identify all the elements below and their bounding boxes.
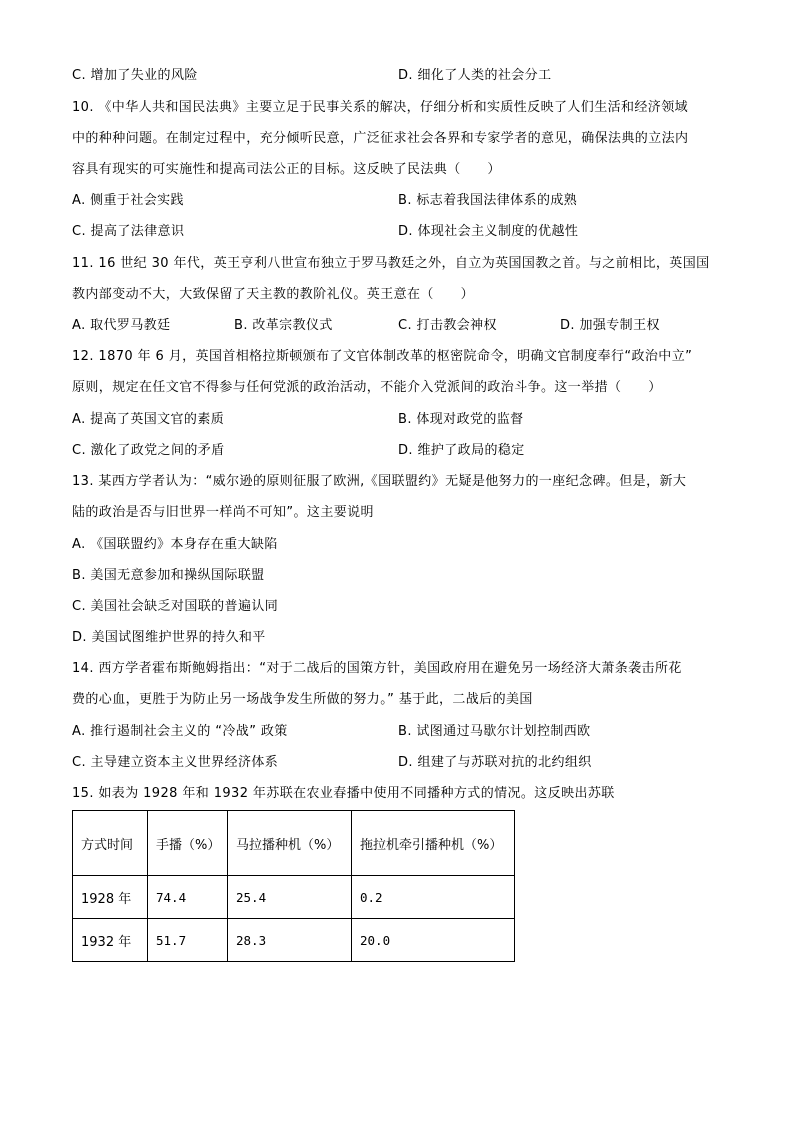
- table-header-cell: 手播（%）: [148, 811, 228, 876]
- q14-option-d: D. 组建了与苏联对抗的北约组织: [398, 755, 592, 770]
- q11-stem-line-1: 11. 16 世纪 30 年代，英王亨利八世宣布独立于罗马教廷之外，自立为英国国教之首。与之前相比，英国国: [72, 256, 710, 271]
- table-row: [73, 876, 515, 919]
- q13-option-a: A. 《国联盟约》本身存在重大缺陷: [72, 537, 278, 552]
- q12-stem-line-2: 原则，规定在任文官不得参与任何党派的政治活动，不能介入党派间的政治斗争。这一举措（ ）: [72, 380, 662, 395]
- q14-stem-line-1: 14. 西方学者霍布斯鲍姆指出：“对于二战后的国策方针，美国政府用在避免另一场经济大萧条袭击所花: [72, 661, 682, 676]
- table-cell: 74.4: [148, 876, 228, 919]
- table-header-row: [73, 811, 515, 876]
- sowing-methods-table: [72, 810, 515, 962]
- q14-option-b: B. 试图通过马歇尔计划控制西欧: [398, 724, 591, 739]
- q9-option-d: D. 细化了人类的社会分工: [398, 68, 552, 83]
- q10-stem-line-2: 中的种种问题。在制定过程中，充分倾听民意，广泛征求社会各界和专家学者的意见，确保法典的立法内: [72, 131, 689, 146]
- q11-option-c: C. 打击教会神权: [398, 318, 497, 333]
- q11-option-b: B. 改革宗教仪式: [234, 318, 333, 333]
- q14-option-c: C. 主导建立资本主义世界经济体系: [72, 755, 279, 770]
- q12-option-b: B. 体现对政党的监督: [398, 412, 524, 427]
- q10-option-b: B. 标志着我国法律体系的成熟: [398, 193, 578, 208]
- q9-option-c: C. 增加了失业的风险: [72, 68, 198, 83]
- table-header-cell: 方式时间: [73, 811, 148, 876]
- q15-stem-line-1: 15. 如表为 1928 年和 1932 年苏联在农业春播中使用不同播种方式的情况。这反映出苏联: [72, 786, 615, 801]
- table-cell: 51.7: [148, 919, 228, 962]
- table-cell: 25.4: [228, 876, 352, 919]
- q10-stem-line-1: 10. 《中华人共和国民法典》主要立足于民事关系的解决，仔细分析和实质性反映了人们生活和经济领域: [72, 100, 689, 115]
- q11-option-a: A. 取代罗马教廷: [72, 318, 171, 333]
- q12-stem-line-1: 12. 1870 年 6 月，英国首相格拉斯顿颁布了文官体制改革的枢密院命令，明确文官制度奉行“政治中立”: [72, 349, 693, 364]
- table-cell-year: 1932 年: [73, 919, 148, 962]
- q13-option-b: B. 美国无意参加和操纵国际联盟: [72, 568, 265, 583]
- q13-stem-line-1: 13. 某西方学者认为：“威尔逊的原则征服了欧洲,《国联盟约》无疑是他努力的一座纪念碑。但是，新大: [72, 474, 687, 489]
- q14-option-a: A. 推行遏制社会主义的 “冷战” 政策: [72, 724, 288, 739]
- table-cell: 20.0: [352, 919, 515, 962]
- q11-option-d: D. 加强专制王权: [560, 318, 660, 333]
- table-header-cell: 拖拉机牵引播种机（%）: [352, 811, 515, 876]
- q13-option-c: C. 美国社会缺乏对国联的普遍认同: [72, 599, 279, 614]
- table-header-cell: 马拉播种机（%）: [228, 811, 352, 876]
- table-cell: 0.2: [352, 876, 515, 919]
- q13-stem-line-2: 陆的政治是否与旧世界一样尚不可知”。这主要说明: [72, 505, 374, 520]
- q10-option-a: A. 侧重于社会实践: [72, 193, 184, 208]
- q12-option-a: A. 提高了英国文官的素质: [72, 412, 225, 427]
- q13-option-d: D. 美国试图维护世界的持久和平: [72, 630, 266, 645]
- q12-option-c: C. 激化了政党之间的矛盾: [72, 443, 225, 458]
- q10-option-c: C. 提高了法律意识: [72, 224, 185, 239]
- q11-stem-line-2: 教内部变动不大，大致保留了天主教的教阶礼仪。英王意在（ ）: [72, 287, 475, 302]
- table-cell-year: 1928 年: [73, 876, 148, 919]
- q10-option-d: D. 体现社会主义制度的优越性: [398, 224, 579, 239]
- table-cell: 28.3: [228, 919, 352, 962]
- table-row: [73, 919, 515, 962]
- q10-stem-line-3: 容具有现实的可实施性和提高司法公正的目标。这反映了民法典（ ）: [72, 162, 501, 177]
- q14-stem-line-2: 费的心血，更胜于为防止另一场战争发生所做的努力。” 基于此，二战后的美国: [72, 692, 533, 707]
- q12-option-d: D. 维护了政局的稳定: [398, 443, 525, 458]
